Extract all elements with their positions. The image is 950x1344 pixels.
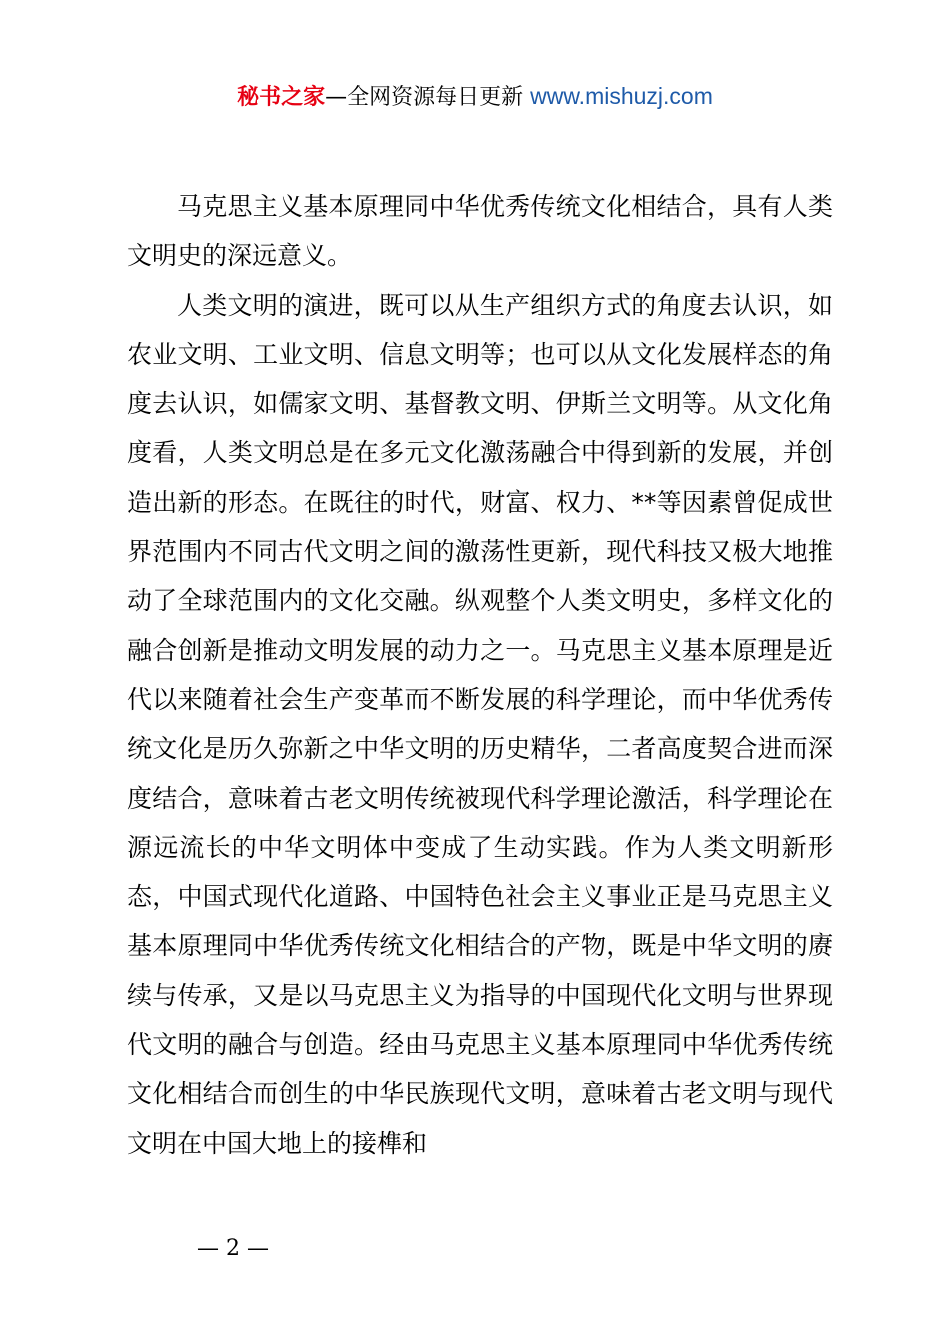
page-number: — 2 — xyxy=(197,1236,269,1261)
site-header xyxy=(0,80,950,114)
site-brand: 秘书之家 xyxy=(237,85,326,110)
site-slogan: —全网资源每日更新 xyxy=(325,85,524,110)
paragraph-2: 人类文明的演进，既可以从生产组织方式的角度去认识，如农业文明、工业文明、信息文明等；也可以从文化发展样态的角度去认识，如儒家文明、基督教文明、伊斯兰文明等。从文化角度看，人类文明总是在多元文化激荡融合中得到新的发展，并创造出新的形态。在既往的时代，财富、权力、**等因素曾促成世界范围内不同古代文明之间的激荡性更新，现代科技又极大地推动了全球范围内的文化交融。纵观整个人类文明史，多样文化的融合创新是推动文明发展的动力之一。马克思主义基本原理是近代以来随着社会生产变革而不断发展的科学理论，而中华优秀传统文化是历久弥新之中华文明的历史精华，二者高度契合进而深度结合，意味着古老文明传统被现代科学理论激活，科学理论在源远流长的中华文明体中变成了生动实践。作为人类文明新形态，中国式现代化道路、中国特色社会主义事业正是马克思主义基本原理同中华优秀传统文化相结合的产物，既是中华文明的赓续与传承，又是以马克思主义为指导的中国现代化文明与世界现代文明的融合与创造。经由马克思主义基本原理同中华优秀传统文化相结合而创生的中华民族现代文明，意味着古老文明与现代文明在中国大地上的接榫和 xyxy=(127,290,833,1158)
document-body xyxy=(127,182,833,1168)
paragraph-1: 马克思主义基本原理同中华优秀传统文化相结合，具有人类文明史的深远意义。 xyxy=(127,192,833,271)
site-url-link[interactable]: www.mishuzj.com xyxy=(530,83,713,109)
